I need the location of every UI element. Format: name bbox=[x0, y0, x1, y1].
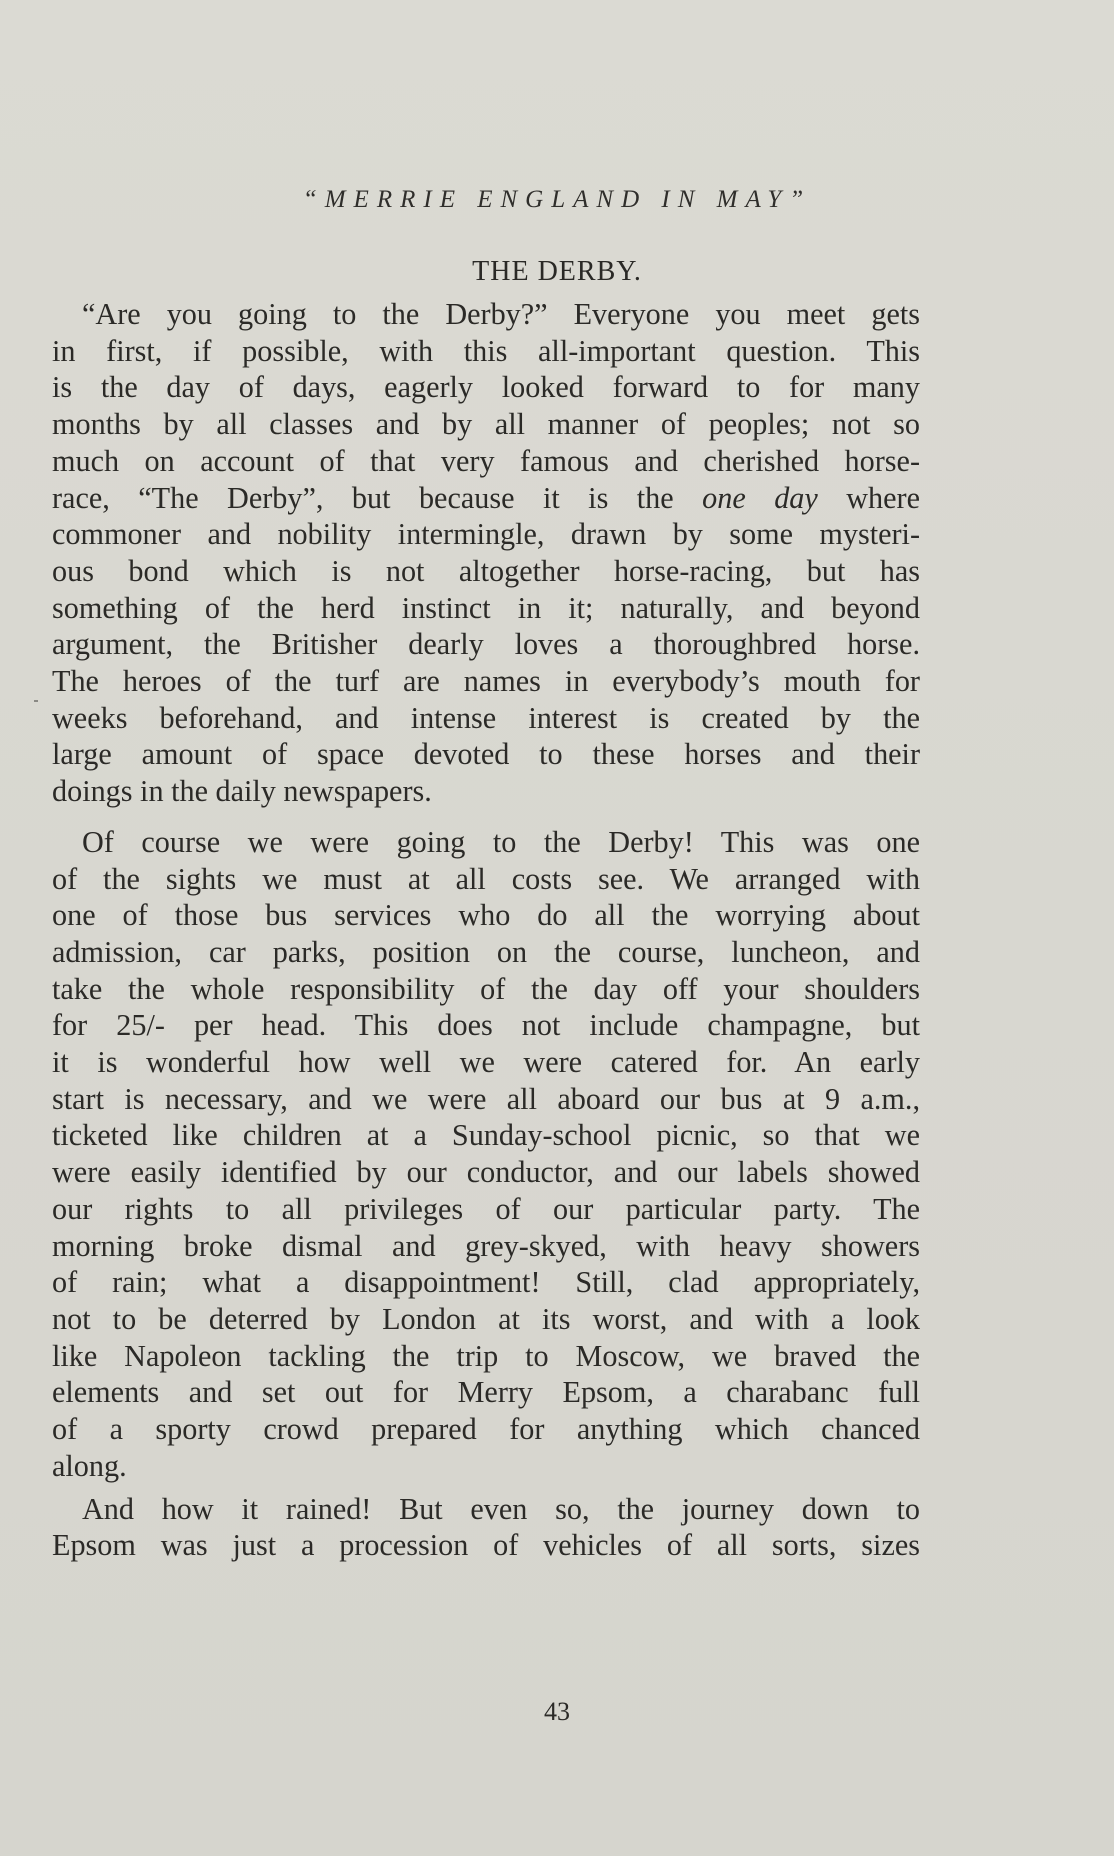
text-line: ticketed like children at a Sunday-school picnic, so that we bbox=[52, 1118, 920, 1153]
text-line: not to be deterred by London at its worst, and with a look bbox=[52, 1301, 920, 1336]
text-line: argument, the Britisher dearly loves a thoroughbred horse. bbox=[52, 627, 920, 662]
paragraph-1 bbox=[52, 296, 920, 810]
text-line: it is wonderful how well we were catered for. An early bbox=[52, 1045, 920, 1080]
text-line: were easily identified by our conductor, and our labels showed bbox=[52, 1155, 920, 1190]
text-line: of a sporty crowd prepared for anything which chanced bbox=[52, 1412, 920, 1447]
text-line: commoner and nobility intermingle, drawn by some mysteri- bbox=[52, 517, 920, 552]
text-line: in first, if possible, with this all-important question. This bbox=[52, 333, 920, 368]
text-line: start is necessary, and we were all aboard our bus at 9 a.m., bbox=[52, 1081, 920, 1116]
text-line: of the sights we must at all costs see. We arranged with bbox=[52, 861, 920, 896]
text-line-with-italic: race, “The Derby”, but because it is the one day where bbox=[52, 480, 920, 515]
text-line: “Are you going to the Derby?” Everyone you meet gets bbox=[82, 297, 920, 331]
text-line: elements and set out for Merry Epsom, a charabanc full bbox=[52, 1375, 920, 1410]
text-line: for 25/- per head. This does not include champagne, but bbox=[52, 1008, 920, 1043]
italic-emphasis: one day bbox=[702, 480, 818, 515]
text-line: one of those bus services who do all the worrying about bbox=[52, 898, 920, 933]
text-line: take the whole responsibility of the day off your shoulders bbox=[52, 971, 920, 1006]
running-head: “MERRIE ENGLAND IN MAY” bbox=[302, 186, 812, 213]
text-line: along. bbox=[52, 1448, 127, 1483]
body-text bbox=[52, 296, 920, 1564]
text-line: doings in the daily newspapers. bbox=[52, 774, 432, 809]
paragraph-2 bbox=[52, 824, 920, 1485]
text-line: Of course we were going to the Derby! This was one bbox=[82, 824, 920, 859]
text-line: morning broke dismal and grey-skyed, with heavy showers bbox=[52, 1228, 920, 1263]
page-number: 43 bbox=[544, 1697, 570, 1726]
text-line: months by all classes and by all manner of peoples; not so bbox=[52, 407, 920, 442]
text-line: weeks beforehand, and intense interest is created by the bbox=[52, 700, 920, 735]
text-line: is the day of days, eagerly looked forward to for many bbox=[52, 370, 920, 405]
paragraph-3 bbox=[52, 1491, 920, 1564]
text-line: And how it rained! But even so, the journey down to bbox=[82, 1491, 920, 1526]
text-line: admission, car parks, position on the course, luncheon, and bbox=[52, 934, 920, 969]
margin-mark bbox=[34, 700, 38, 702]
text-line: much on account of that very famous and cherished horse- bbox=[52, 443, 920, 478]
text-line: of rain; what a disappointment! Still, clad appropriately, bbox=[52, 1265, 920, 1300]
text-line: ous bond which is not altogether horse-racing, but has bbox=[52, 553, 920, 588]
text-line: something of the herd instinct in it; naturally, and beyond bbox=[52, 590, 920, 625]
chapter-title: THE DERBY. bbox=[472, 256, 642, 287]
text-line: like Napoleon tackling the trip to Moscow, we braved the bbox=[52, 1338, 920, 1373]
text-line: large amount of space devoted to these horses and their bbox=[52, 737, 920, 772]
text-line: Epsom was just a procession of vehicles of all sorts, sizes bbox=[52, 1528, 920, 1563]
text-line: our rights to all privileges of our particular party. The bbox=[52, 1191, 920, 1226]
text-line: The heroes of the turf are names in everybody’s mouth for bbox=[52, 664, 920, 699]
